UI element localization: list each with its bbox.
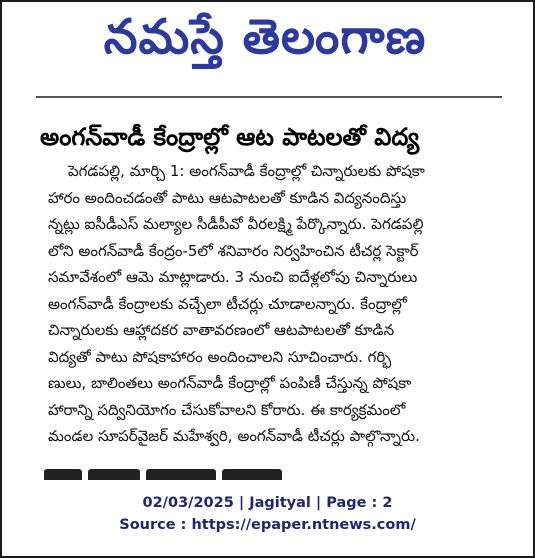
article-headline: అంగన్‌వాడీ కేంద్రాల్లో ఆట పాటలతో విద్య <box>40 123 420 151</box>
article-line: మండల సూపర్‌వైజర్ మహేశ్వరి, అంగన్‌వాడీ టీచర్లు పాల్గొన్నారు. <box>48 427 420 445</box>
article-body <box>48 158 500 450</box>
article-line: ణులు, బాలింతలు అంగన్‌వాడీ కేంద్రాల్లో పంపిణీ చేస్తున్న పోషకా <box>48 374 412 392</box>
article-line: పెగడపల్లి, మార్చి 1: అంగన్‌వాడీ కేంద్రాల్లో చిన్నారులకు పోషకా <box>68 162 425 180</box>
article-line: లోని అంగన్‌వాడీ కేంద్రం-5లో శనివారం నిర్వహించిన టీచర్ల సెక్టార్ <box>48 241 419 260</box>
cropped-next-headline <box>44 468 344 480</box>
source-link[interactable]: Source : https://epaper.ntnews.com/ <box>119 517 416 533</box>
article-line: న్నట్లు ఐసీడీఎస్ మల్యాల సీడీపీవో వీరలక్ష్మి పేర్కొన్నారు. పెగడపల్లి <box>48 215 424 233</box>
top-rule <box>36 96 502 98</box>
clipping-footer <box>0 492 535 536</box>
article-line: చిన్నారులకు ఆహ్లాదకర వాతావరణంలో ఆటపాటలతో కూడిన <box>48 321 395 339</box>
article-clipping <box>36 96 502 480</box>
article-line: హారం అందించడంతో పాటు ఆటపాటలతో కూడిన విద్యనందిస్తు <box>48 188 407 207</box>
article-line: విద్యతో పాటు పోషకాహారం అందించాలని సూచించారు. గర్భి <box>48 347 392 366</box>
article-line: అంగన్‌వాడీ కేంద్రాలకు వచ్చేలా టీచర్లు చూడాలన్నారు. కేంద్రాల్లో <box>48 294 407 313</box>
edition-info: 02/03/2025 | Jagityal | Page : 2 <box>142 495 393 511</box>
article-line: హారాన్ని సద్వినియోగం చేసుకోవాలని కోరారు. ఈ కార్యక్రమంలో <box>48 400 406 419</box>
newspaper-masthead: నమస్తే తెలంగాణ <box>103 9 427 65</box>
article-line: సమావేశంలో ఆమె మాట్లాడారు. 3 నుంచి ఐదేళ్లలోపు చిన్నారులు <box>48 268 418 286</box>
